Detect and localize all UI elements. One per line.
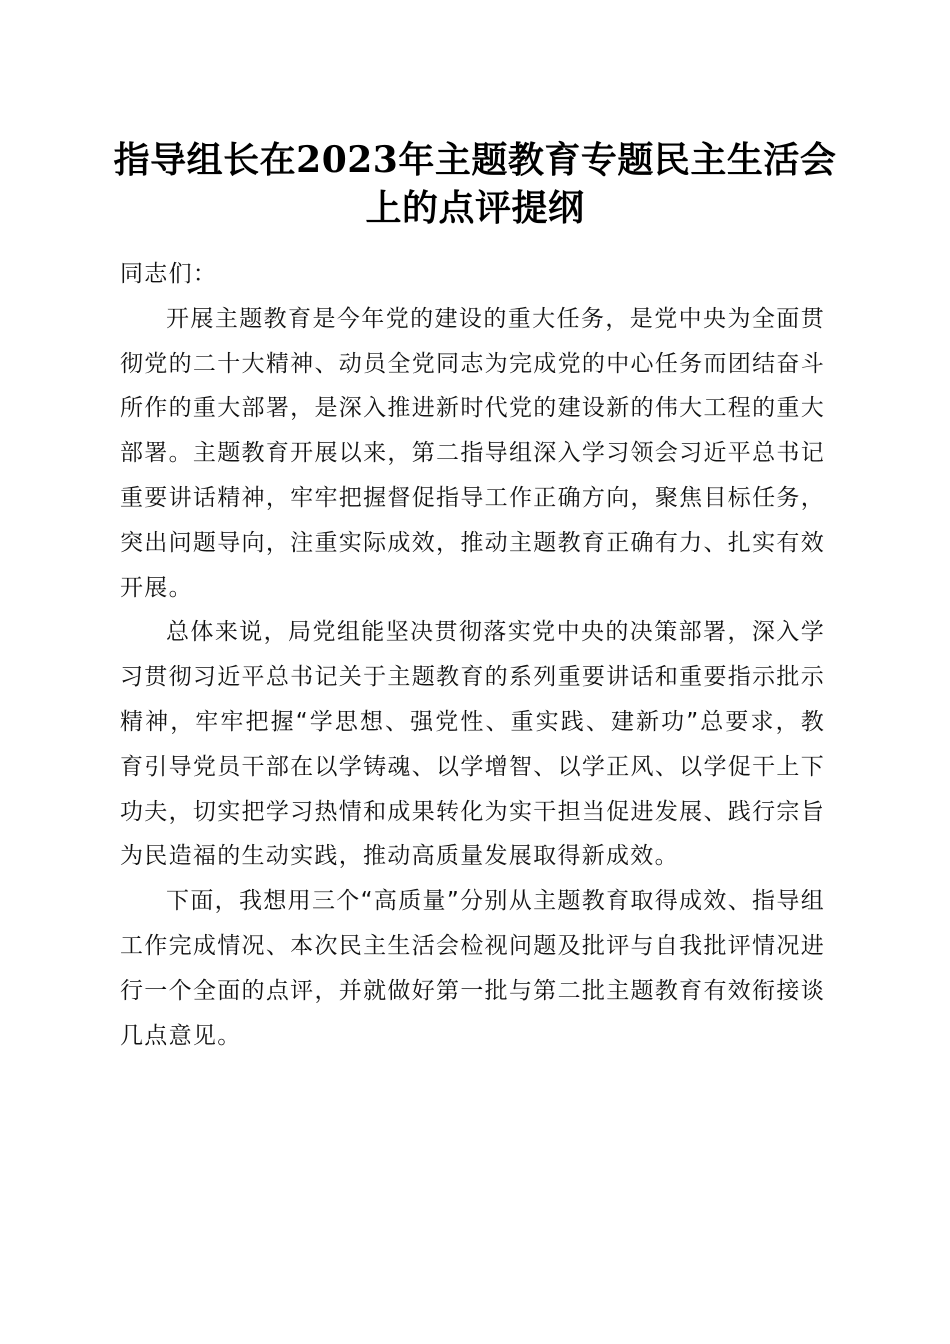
document-title-line-2: 上的点评提纲 <box>365 187 585 229</box>
salutation: 同志们： <box>120 261 218 287</box>
paragraph-1: 开展主题教育是今年党的建设的重大任务，是党中央为全面贯彻党的二十大精神、动员全党同志为完成党的中心任务而团结奋斗所作的重大部署，是深入推进新时代党的建设新的伟大工程的重大部署。主题教育开展以来，第二指导组深入学习领会习近平总书记重要讲话精神，牢牢把握督促指导工作正确方向，聚焦目标任务，突出问题导向，注重实际成效，推动主题教育正确有力、扎实有效开展。 <box>120 305 825 601</box>
paragraph-3: 下面，我想用三个“高质量”分别从主题教育取得成效、指导组工作完成情况、本次民主生活会检视问题及批评与自我批评情况进行一个全面的点评，并就做好第一批与第二批主题教育有效衔接谈几点意见。 <box>120 888 825 1049</box>
document-title-line-1: 指导组长在2023年主题教育专题民主生活会 <box>113 139 837 181</box>
document-body <box>120 252 825 1058</box>
paragraph-2: 总体来说，局党组能坚决贯彻落实党中央的决策部署，深入学习贯彻习近平总书记关于主题教育的系列重要讲话和重要指示批示精神，牢牢把握“学思想、强党性、重实践、建新功”总要求，教育引导党员干部在以学铸魂、以学增智、以学正风、以学促干上下功夫，切实把学习热情和成果转化为实干担当促进发展、践行宗旨为民造福的生动实践，推动高质量发展取得新成效。 <box>120 619 825 870</box>
